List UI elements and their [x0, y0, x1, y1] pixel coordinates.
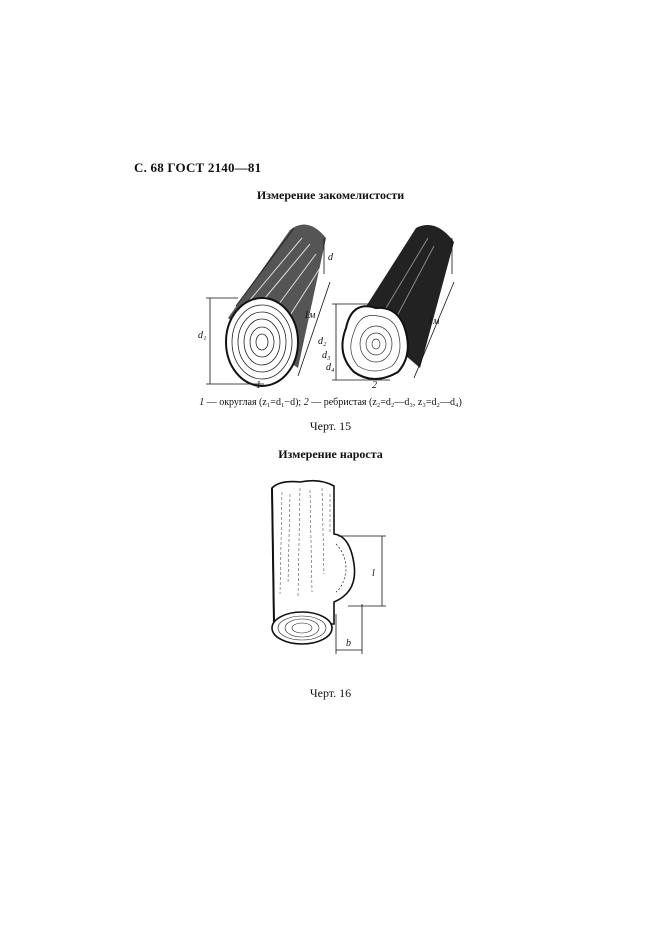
label-d3: d₃ [322, 350, 331, 361]
label-d: d [328, 252, 333, 263]
label-d2: d₂ [318, 336, 327, 347]
log-rounded-illustration [198, 225, 334, 391]
legend-item1-text: — округлая (z₁=d₁−d); [204, 397, 304, 408]
label-l1: 1м [304, 310, 316, 321]
legend-item2-text: — ребристая (z₂=d₂—d₃, z₃=d₂—d₄) [308, 397, 462, 408]
label-l2: 1м [428, 316, 440, 327]
label-d4: d₄ [326, 362, 335, 373]
label-d1: d₁ [198, 330, 207, 341]
label-num1: 1 [256, 380, 261, 391]
legend-item2-num: 2 [303, 397, 309, 408]
legend-item1-num: 1 [199, 397, 205, 408]
log-burl-illustration [272, 481, 386, 654]
page-header: С. 68 ГОСТ 2140—81 [134, 160, 262, 175]
label-b: b [346, 638, 351, 649]
figure15-drawing [190, 208, 480, 394]
figure16-caption: Черт. 16 [309, 686, 352, 700]
figure15-caption: Черт. 15 [309, 419, 352, 433]
figure15-legend [0, 397, 661, 408]
figure15-title: Измерение закомелистости [256, 188, 405, 202]
figure16-title: Измерение нароста [278, 447, 383, 461]
figure16-drawing [260, 474, 400, 660]
log-ribbed-illustration [318, 225, 454, 391]
label-l: l [372, 568, 375, 579]
label-num2: 2 [372, 380, 377, 391]
